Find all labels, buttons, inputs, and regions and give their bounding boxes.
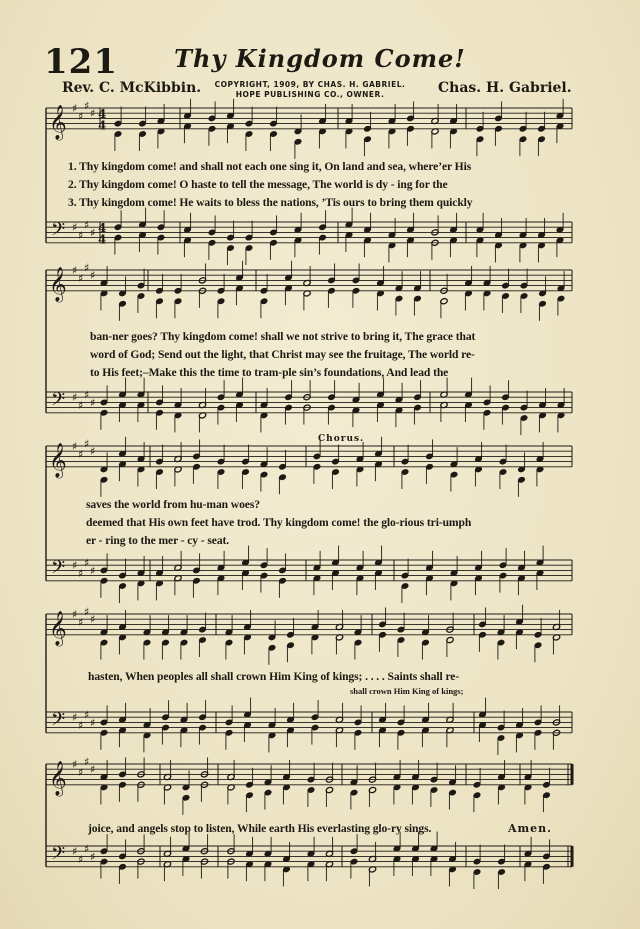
system-4-treble-key-signature: ♯ xyxy=(84,605,90,619)
verse-3-line-2: to His feet;–Make this the time to tram-ple sin’s foundations, And lead the xyxy=(90,366,449,379)
system-2-bass-key-signature: ♯ xyxy=(84,388,90,402)
system-3-treble-key-signature: ♯ xyxy=(78,447,84,461)
system-5-bass-key-signature: ♯ xyxy=(78,853,84,866)
system-3-treble-key-signature: ♯ xyxy=(72,440,78,453)
system-2-treble-clef-icon: 𝄞 xyxy=(49,266,67,302)
system-2-treble-key-signature: ♯ xyxy=(78,271,84,285)
system-4-bass-key-signature: ♯ xyxy=(84,708,90,722)
system-1-treble-key-signature: ♯ xyxy=(78,109,84,123)
copyright-line-1: COPYRIGHT, 1909, BY CHAS. H. GABRIEL. xyxy=(214,80,406,89)
system-1-treble-clef-icon: 𝄞 xyxy=(49,104,67,140)
verse-3-line-1: 3. Thy kingdom come! He waits to bless the nations, ’Tis ours to bring them quickly xyxy=(68,196,473,209)
system-4-bass-key-signature: ♯ xyxy=(90,716,96,730)
system-5-bass-key-signature: ♯ xyxy=(90,850,96,864)
system-4-treble-key-signature: ♯ xyxy=(78,615,84,629)
time-signature-bottom: 4 xyxy=(98,118,107,133)
system-3-treble-clef-icon: 𝄞 xyxy=(49,442,67,478)
echo-lyric: shall crown Him King of kings; xyxy=(350,686,464,696)
bass-time-signature-top: 4 xyxy=(98,220,107,235)
system-3-bass-key-signature: ♯ xyxy=(72,559,78,573)
system-3-bass-key-signature: ♯ xyxy=(84,556,90,570)
hymn-title: Thy Kingdom Come! xyxy=(174,44,466,73)
composer-credit: Chas. H. Gabriel. xyxy=(438,80,572,96)
chorus-line-1: hasten, When peoples all shall crown Him King of kings; . . . . Saints shall re- xyxy=(88,670,460,683)
system-1-bass-key-signature: ♯ xyxy=(84,218,90,232)
system-4-bass-key-signature: ♯ xyxy=(78,719,84,732)
system-5-bass-key-signature: ♯ xyxy=(72,845,78,859)
system-2-bass-key-signature: ♯ xyxy=(72,391,78,405)
system-1-treble-key-signature: ♯ xyxy=(90,107,96,121)
system-2-bass-clef-icon: 𝄢 xyxy=(51,389,66,415)
system-3-bass-key-signature: ♯ xyxy=(90,564,96,578)
system-3-treble-key-signature: ♯ xyxy=(84,437,90,451)
system-3-bass-clef-icon: 𝄢 xyxy=(51,557,66,583)
system-4-treble-clef-icon: 𝄞 xyxy=(49,610,67,646)
system-5-treble-clef-icon: 𝄞 xyxy=(49,760,67,796)
system-2-bass-key-signature: ♯ xyxy=(90,396,96,410)
system-1-bass-key-signature: ♯ xyxy=(90,226,96,240)
time-signature-top: 4 xyxy=(98,106,107,121)
verse-2-line-1: 2. Thy kingdom come! O haste to tell the message, The world is dy - ing for the xyxy=(68,178,448,191)
verse-3-line-3: er - ring to the mer - cy - seat. xyxy=(86,534,230,547)
verse-2-line-2: word of God; Send out the light, that Christ may see the fruitage, The world re- xyxy=(90,348,475,361)
system-2-treble-key-signature: ♯ xyxy=(84,261,90,275)
system-2-treble-key-signature: ♯ xyxy=(90,269,96,283)
system-1-treble-key-signature: ♯ xyxy=(84,99,90,113)
author-credit: Rev. C. McKibbin. xyxy=(62,80,202,96)
system-5-treble-key-signature: ♯ xyxy=(90,763,96,777)
system-1-bass-clef-icon: 𝄢 xyxy=(51,219,66,245)
system-1-treble-key-signature: ♯ xyxy=(72,102,78,115)
verse-2-line-3: deemed that His own feet have trod. Thy kingdom come! the glo-rious tri-umph xyxy=(86,516,472,529)
system-3-treble-key-signature: ♯ xyxy=(90,445,96,459)
system-4-bass-key-signature: ♯ xyxy=(72,711,78,725)
system-5-treble-key-signature: ♯ xyxy=(84,755,90,769)
system-5-bass-clef-icon: 𝄢 xyxy=(51,843,66,869)
chorus-label: Chorus. xyxy=(318,434,365,444)
chorus-line-2: joice, and angels stop to listen, While earth His everlasting glo-ry sings. xyxy=(88,822,432,835)
system-4-treble-key-signature: ♯ xyxy=(72,608,78,621)
system-2-treble-key-signature: ♯ xyxy=(72,264,78,277)
verse-1-line-1: 1. Thy kingdom come! and shall not each one sing it, On land and sea, where’er His xyxy=(68,160,472,173)
amen-label: Amen. xyxy=(508,822,552,835)
copyright-line-2: HOPE PUBLISHING CO., OWNER. xyxy=(235,90,385,99)
system-5-bass-key-signature: ♯ xyxy=(84,842,90,856)
system-4-bass-clef-icon: 𝄢 xyxy=(51,709,66,735)
hymn-number: 121 xyxy=(44,42,118,82)
system-3-bass-key-signature: ♯ xyxy=(78,567,84,580)
system-5-treble-key-signature: ♯ xyxy=(72,758,78,771)
system-1-bass-key-signature: ♯ xyxy=(72,221,78,235)
verse-1-line-3: saves the world from hu-man woes? xyxy=(86,498,260,511)
system-4-treble-key-signature: ♯ xyxy=(90,613,96,627)
bass-time-signature-bottom: 4 xyxy=(98,232,107,247)
system-2-bass-key-signature: ♯ xyxy=(78,399,84,412)
system-5-treble-key-signature: ♯ xyxy=(78,765,84,779)
verse-1-line-2: ban-ner goes? Thy kingdom come! shall we not strive to bring it, The grace that xyxy=(90,330,476,343)
system-1-bass-key-signature: ♯ xyxy=(78,229,84,242)
